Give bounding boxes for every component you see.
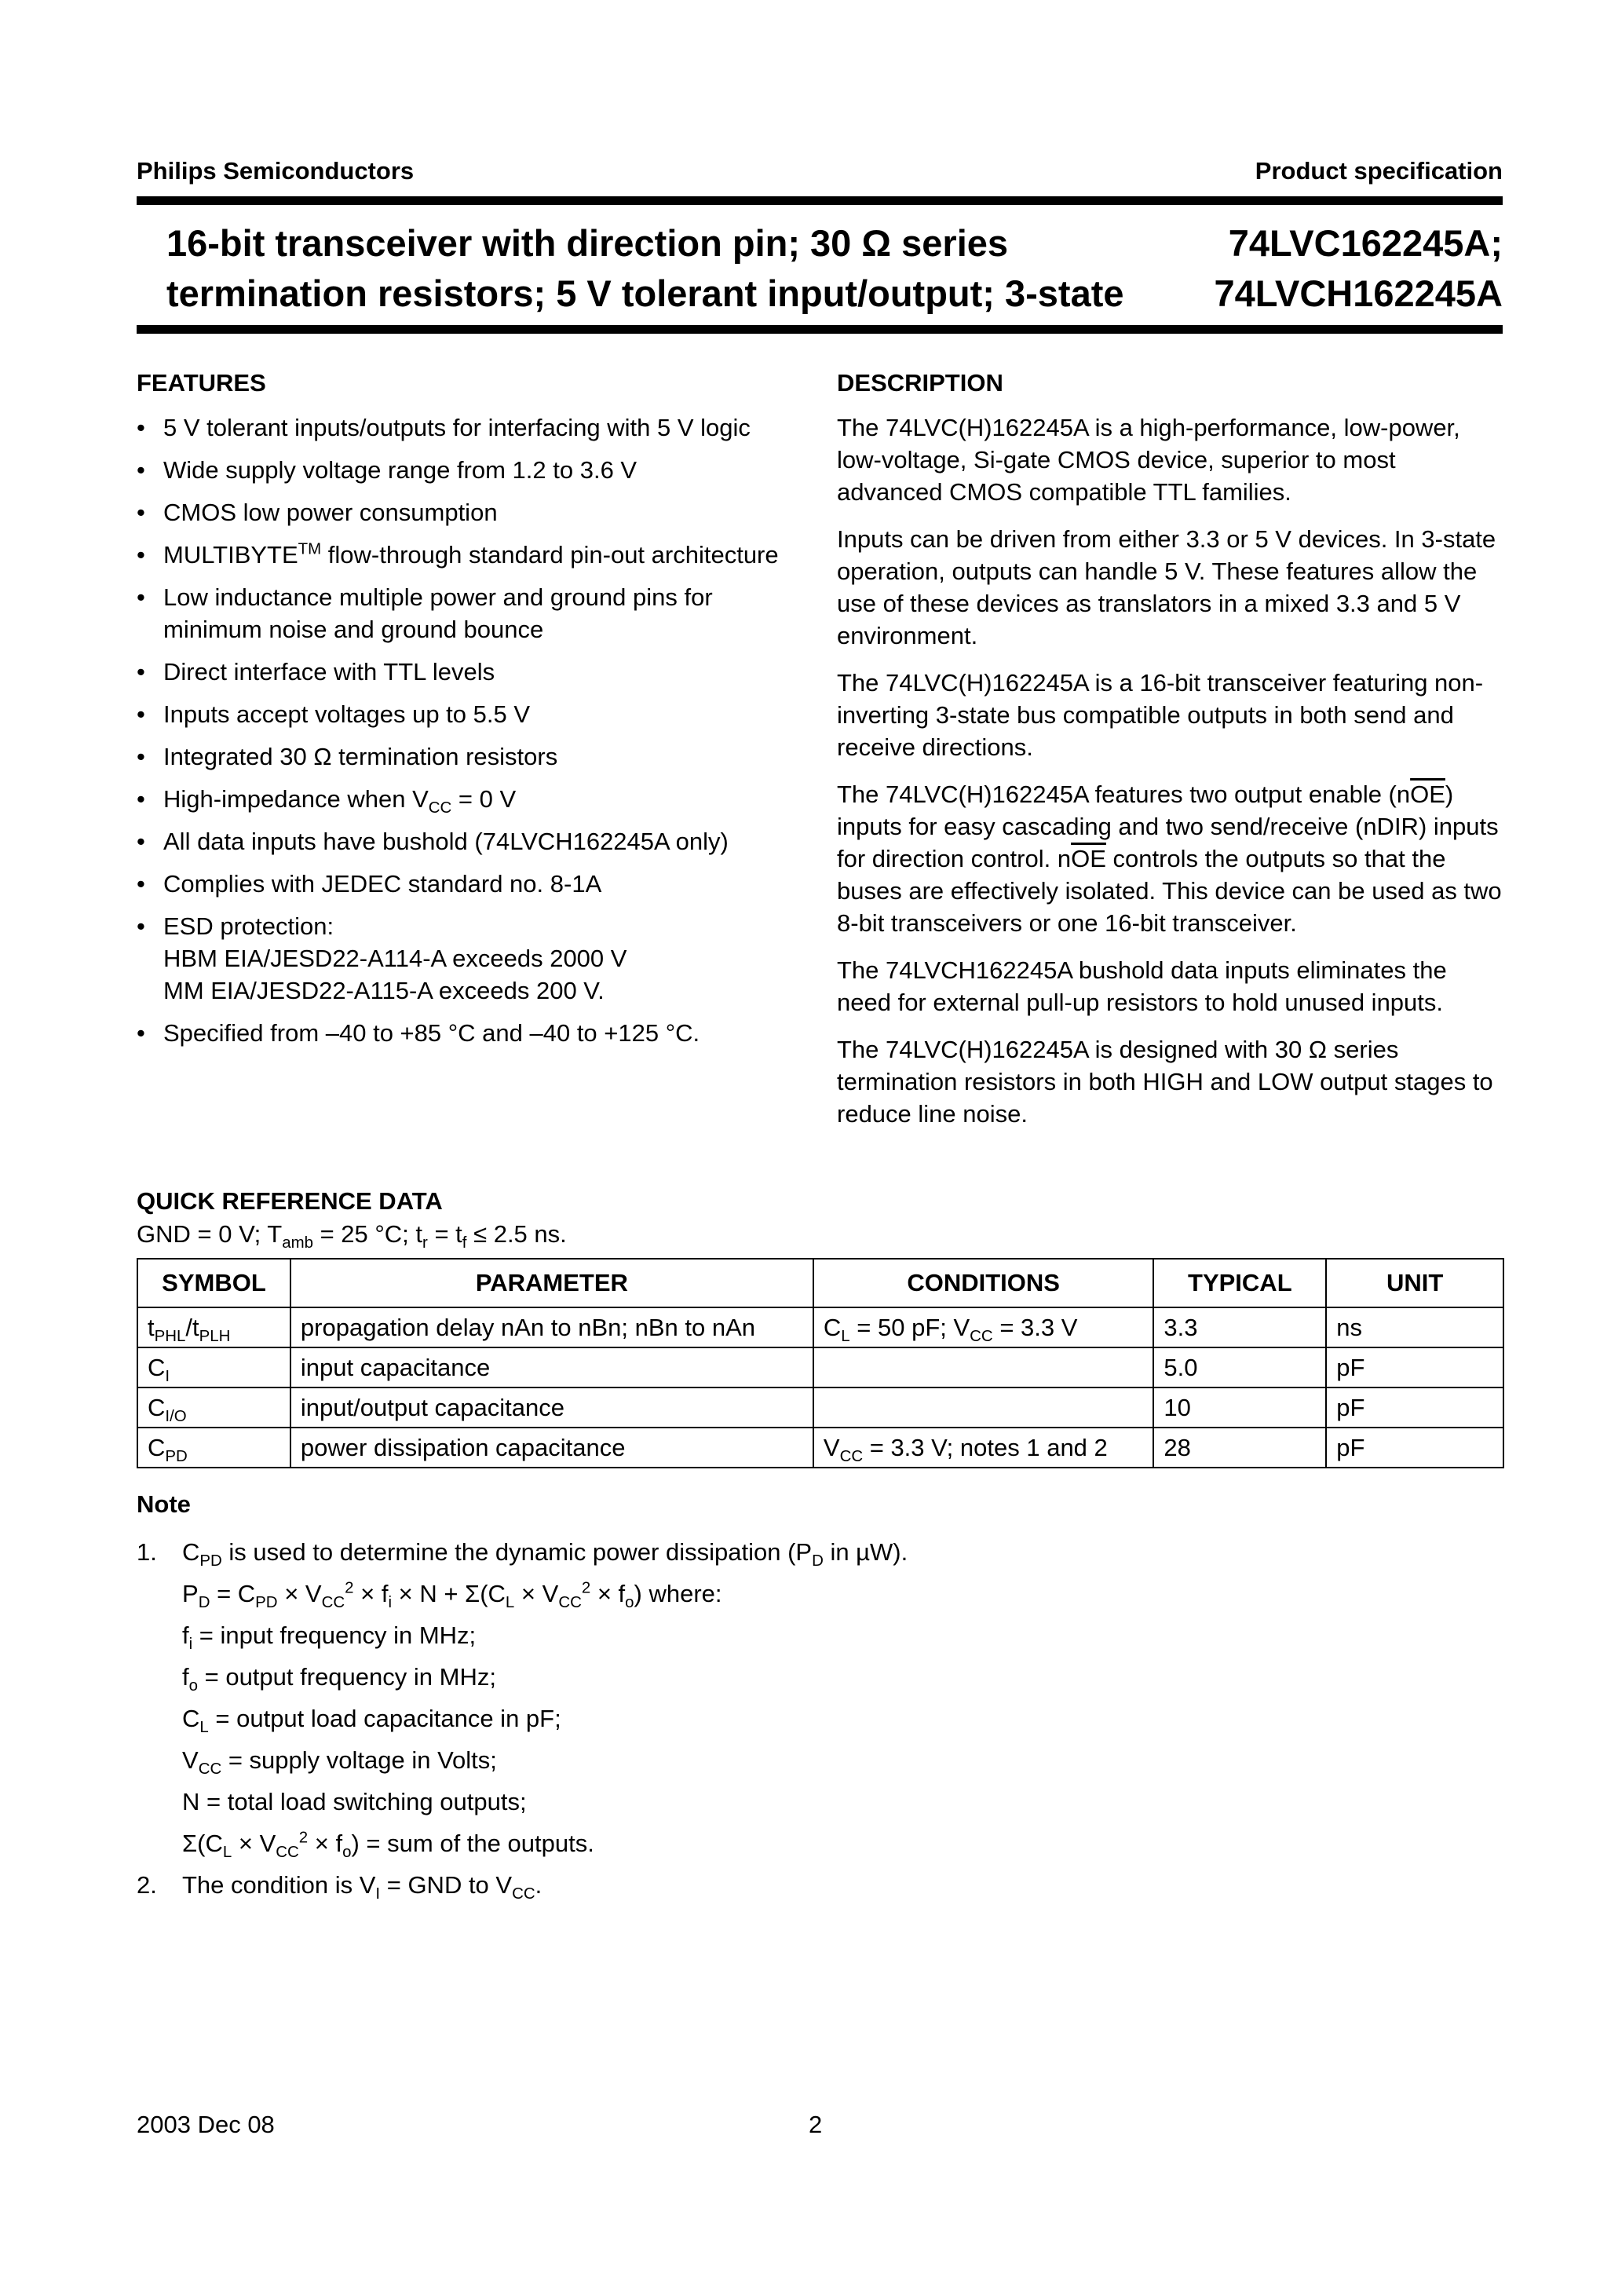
list-item: • MULTIBYTE™ flow-through standard pin-out architecture xyxy=(137,539,812,571)
conditions-cell: $V_{CC} = 3.3$ V; notes 1 and 2 xyxy=(813,1428,1154,1468)
unit-cell: pF xyxy=(1326,1387,1503,1428)
list-item: • CMOS low power consumption xyxy=(137,496,812,528)
description-paragraph: Inputs can be driven from either 3.3 or 5 V devices. In 3-state operation, outputs can handle 5 V. These features allow the use of these devices as translators in a mixed 3.3 and 5 V environment. xyxy=(837,525,1496,649)
list-item: • 5 V tolerant inputs/outputs for interfacing with 5 V logic xyxy=(137,411,812,444)
list-item: • Integrated 30 Ω termination resistors xyxy=(137,740,812,773)
note-definition: $V_{CC}$ = supply voltage in Volts; xyxy=(182,1746,497,1779)
note-definition: N = total load switching outputs; xyxy=(182,1788,527,1815)
features-heading: FEATURES xyxy=(137,369,266,397)
description-paragraph: The 74LVC(H)162245A is a 16-bit transceiver featuring non-inverting 3-state bus compatible outputs in both send and receive directions. xyxy=(837,669,1484,761)
list-item: • High-impedance when $V_{CC} = 0$ V xyxy=(137,783,812,815)
note-formula: $P_D = C_{PD} \times V_{CC}^2 \times f_i \times N + \Sigma(C_L \times V_{CC}^2 \times f_o)$ where: xyxy=(182,1578,722,1612)
note-definition: $C_L$ = output load capacitance in pF; xyxy=(182,1705,561,1737)
conditions-cell xyxy=(813,1347,1154,1387)
page-number: 2 xyxy=(809,2111,823,2138)
symbol-cell: $C_I$ xyxy=(137,1347,290,1387)
quick-reference-section xyxy=(137,1187,1503,1468)
description-paragraph: The 74LVC(H)162245A features two output enable $(n\overline{OE})$ inputs for easy cascading and two send/receive (nDIR) inputs for direction control. $n\overline{OE}$ controls the outputs so that the buses are effectively isolated. This device can be used as two 8-bit transceivers or one 16-bit transceiver. xyxy=(837,781,1502,937)
note-definition: $f_i$ = input frequency in MHz; xyxy=(182,1621,477,1654)
symbol-cell: $t_{PHL}/t_{PLH}$ xyxy=(137,1307,290,1347)
conditions-cell: $C_L = 50$ pF; $V_{CC} = 3.3$ V xyxy=(813,1307,1154,1347)
title-line-1: 16-bit transceiver with direction pin; 30 Ω series xyxy=(166,222,1009,264)
description-paragraph: The 74LVC(H)162245A is a high-performance, low-power, low-voltage, Si-gate CMOS device, superior to most advanced CMOS compatible TTL families. xyxy=(837,414,1460,506)
typical-cell: 3.3 xyxy=(1153,1307,1326,1347)
list-item: • Wide supply voltage range from 1.2 to 3.6 V xyxy=(137,454,812,486)
part-number-1: 74LVC162245A; xyxy=(1228,222,1503,264)
features-section xyxy=(137,369,812,1059)
parameter-cell: input capacitance xyxy=(290,1347,813,1387)
note-2: 2. The condition is $V_I$ = GND to $V_{CC}$. xyxy=(137,1871,542,1903)
quick-reference-table xyxy=(137,1258,1504,1468)
notes-section xyxy=(137,1490,1503,1906)
parameter-cell: power dissipation capacitance xyxy=(290,1428,813,1468)
parameter-cell: input/output capacitance xyxy=(290,1387,813,1428)
conditions-cell xyxy=(813,1387,1154,1428)
notes-heading: Note xyxy=(137,1490,191,1518)
column-header: TYPICAL xyxy=(1153,1259,1326,1307)
qrd-conditions: GND = 0 V; $T_{amb} = 25$ °C; $t_r = t_f \le 2.5$ ns. xyxy=(137,1220,567,1252)
note-definition: $f_o$ = output frequency in MHz; xyxy=(182,1663,496,1695)
typical-cell: 5.0 xyxy=(1153,1347,1326,1387)
table-header-row xyxy=(137,1259,1503,1307)
list-item: • ESD protection: HBM EIA/JESD22-A114-A exceeds 2000 V MM EIA/JESD22-A115-A exceeds 200 V. xyxy=(137,910,812,1007)
footer-date: 2003 Dec 08 xyxy=(137,2111,275,2138)
company-name: Philips Semiconductors xyxy=(137,157,415,185)
description-section xyxy=(837,369,1504,1145)
typical-cell: 28 xyxy=(1153,1428,1326,1468)
list-item: • All data inputs have bushold (74LVCH162245A only) xyxy=(137,825,812,857)
typical-cell: 10 xyxy=(1153,1387,1326,1428)
parameter-cell: propagation delay nAn to nBn; nBn to nAn xyxy=(290,1307,813,1347)
header-rule xyxy=(137,196,1503,205)
table-row xyxy=(137,1347,1503,1387)
symbol-cell: $C_{I/O}$ xyxy=(137,1387,290,1428)
unit-cell: ns xyxy=(1326,1307,1503,1347)
column-header: PARAMETER xyxy=(290,1259,813,1307)
unit-cell: pF xyxy=(1326,1347,1503,1387)
list-item: • Direct interface with TTL levels xyxy=(137,656,812,688)
document-type: Product specification xyxy=(1255,157,1503,185)
table-row xyxy=(137,1307,1503,1347)
symbol-cell: $C_{PD}$ xyxy=(137,1428,290,1468)
description-paragraph: The 74LVC(H)162245A is designed with 30 Ω series termination resistors in both HIGH and LOW output stages to reduce line noise. xyxy=(837,1036,1493,1128)
table-row xyxy=(137,1387,1503,1428)
qrd-heading: QUICK REFERENCE DATA xyxy=(137,1187,443,1215)
column-header: SYMBOL xyxy=(137,1259,290,1307)
features-list xyxy=(137,411,812,1049)
description-heading: DESCRIPTION xyxy=(837,369,1003,397)
description-paragraph: The 74LVCH162245A bushold data inputs eliminates the need for external pull-up resistors to hold unused inputs. xyxy=(837,956,1447,1016)
title-rule xyxy=(137,325,1503,334)
note-1: 1. $C_{PD}$ is used to determine the dynamic power dissipation ($P_D$ in µW). xyxy=(137,1538,908,1570)
list-item: • Inputs accept voltages up to 5.5 V xyxy=(137,698,812,730)
unit-cell: pF xyxy=(1326,1428,1503,1468)
column-header: UNIT xyxy=(1326,1259,1503,1307)
list-item: • Specified from –40 to +85 °C and –40 to +125 °C. xyxy=(137,1017,812,1049)
title-line-2: termination resistors; 5 V tolerant input/output; 3-state xyxy=(166,272,1124,314)
column-header: CONDITIONS xyxy=(813,1259,1154,1307)
list-item: • Low inductance multiple power and ground pins for minimum noise and ground bounce xyxy=(137,581,812,645)
part-number-2: 74LVCH162245A xyxy=(1214,272,1503,314)
note-definition: $\Sigma(C_L \times V_{CC}^2 \times f_o)$ = sum of the outputs. xyxy=(182,1828,594,1862)
table-row xyxy=(137,1428,1503,1468)
list-item: • Complies with JEDEC standard no. 8-1A xyxy=(137,868,812,900)
